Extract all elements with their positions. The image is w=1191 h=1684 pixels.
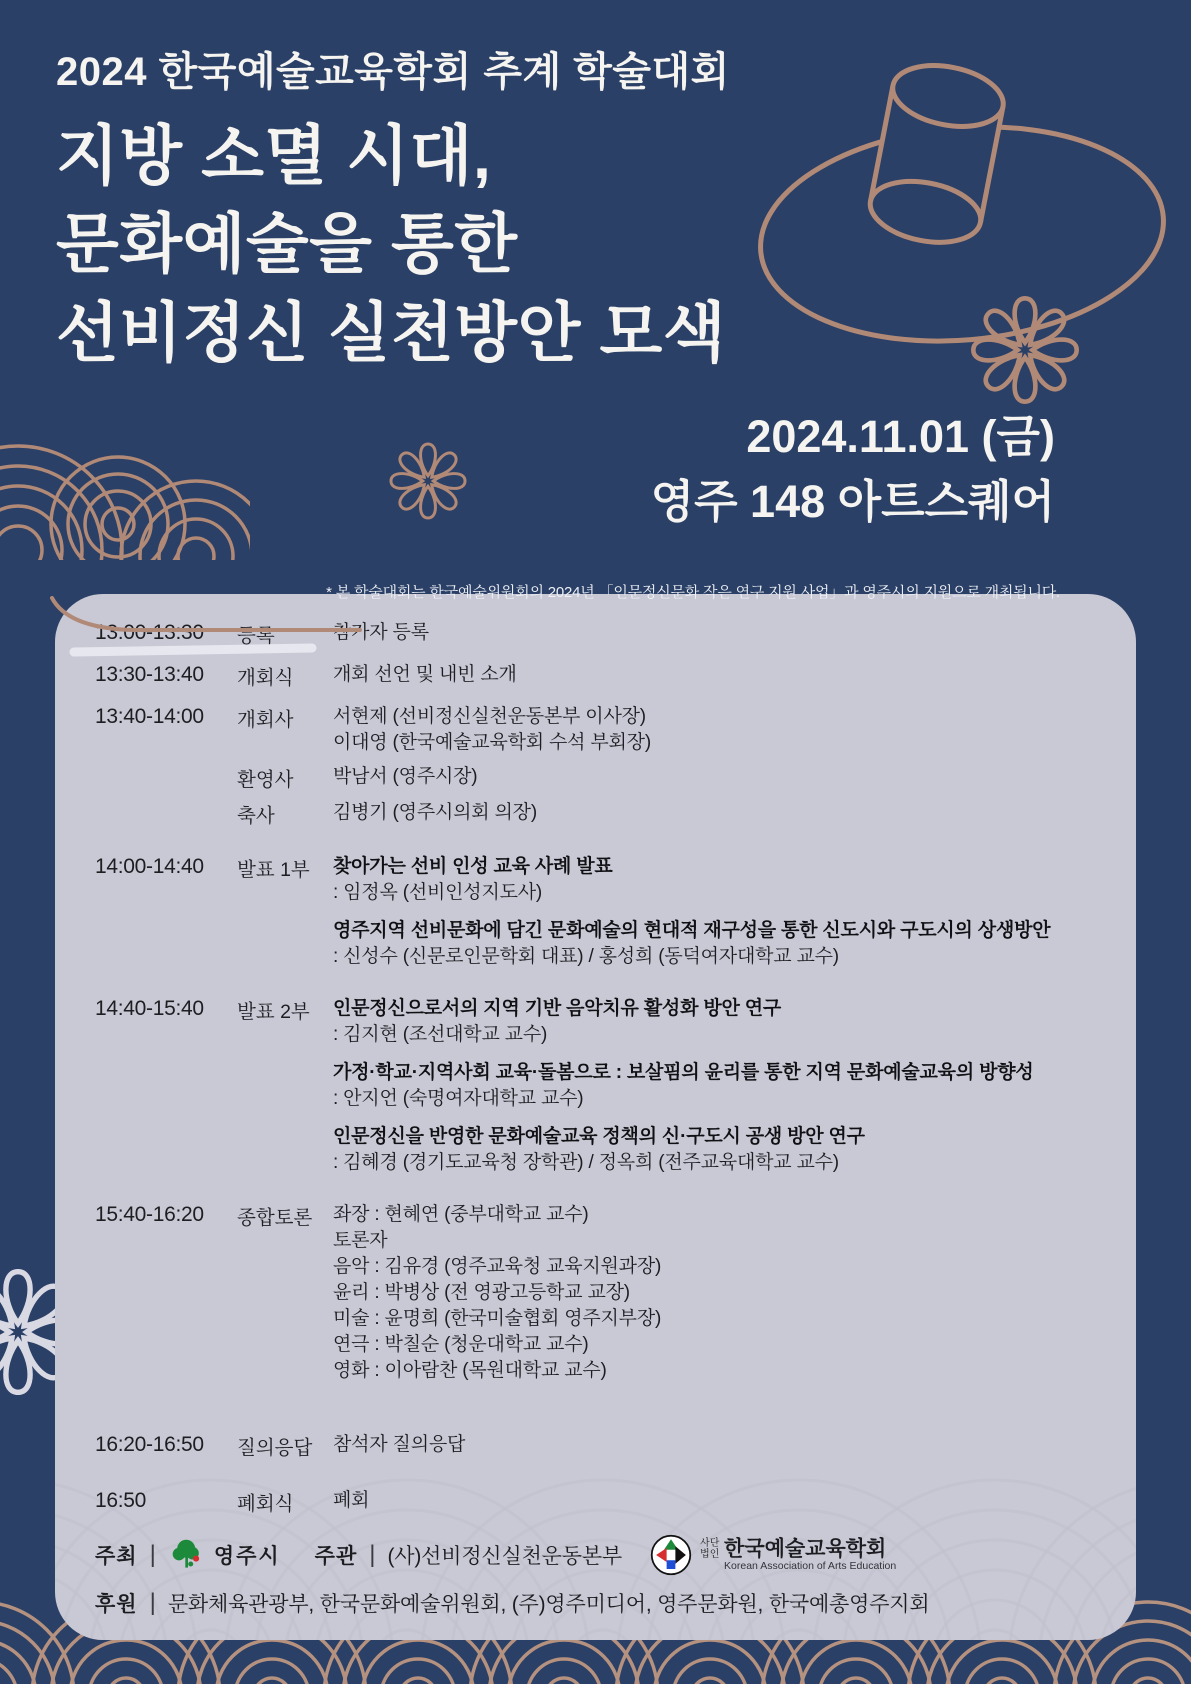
event-date: 2024.11.01 (금)	[746, 411, 1055, 462]
session-line: 영화 : 이아람찬 (목원대학교 교수)	[333, 1360, 607, 1381]
session-label: 발표 2부	[237, 1001, 310, 1023]
support-row	[95, 1588, 929, 1618]
session-label: 발표 1부	[237, 859, 310, 881]
time-cell: 13:30-13:40	[95, 663, 204, 686]
session-line: : 임정옥 (선비인성지도사)	[333, 882, 543, 903]
time-cell: 16:50	[95, 1489, 147, 1512]
association-prefix: 사단법인	[700, 1538, 720, 1561]
divider: |	[369, 1541, 376, 1568]
session-line: 개회 선언 및 내빈 소개	[333, 664, 517, 685]
host-name: 영주시	[213, 1545, 281, 1568]
session-line: : 김혜경 (경기도교육청 장학관) / 정옥희 (전주교육대학교 교수)	[333, 1152, 839, 1173]
support-note: * 본 학술대회는 한국예술위원회의 2024년 「인문정신문화 작은 연구 지원 사업」과 영주시의 지원으로 개최됩니다.	[326, 584, 1060, 601]
time-cell: 14:00-14:40	[95, 855, 204, 878]
kaae-logo-icon	[650, 1534, 692, 1576]
gat-hat-icon	[700, 34, 1180, 354]
organizer-row	[95, 1534, 896, 1576]
date-venue-block	[651, 404, 1055, 535]
session-label: 종합토론	[237, 1207, 313, 1229]
session-line: 서현제 (선비정신실천운동본부 이사장)	[333, 706, 646, 727]
support-label: 후원	[95, 1593, 138, 1616]
session-line: : 김지현 (조선대학교 교수)	[333, 1024, 548, 1045]
event-venue: 영주 148 아트스퀘어	[650, 476, 1055, 528]
title-line-3: 선비정신 실천방안 모색	[56, 295, 727, 369]
session-label: 폐회식	[237, 1493, 294, 1515]
session-line: 인문정신으로서의 지역 기반 음악치유 활성화 방안 연구	[333, 998, 782, 1019]
session-line: 참가자 등록	[333, 622, 429, 643]
session-line: 윤리 : 박병상 (전 영광고등학교 교장)	[333, 1282, 630, 1303]
schedule-row	[95, 1202, 1106, 1384]
session-label: 개회식	[237, 667, 294, 689]
session-label: 등록	[237, 625, 275, 647]
session-label: 축사	[237, 805, 275, 827]
session-line: 연극 : 박칠순 (청운대학교 교수)	[333, 1334, 589, 1355]
support-names: 문화체육관광부, 한국문화예술위원회, (주)영주미디어, 영주문화원, 한국예총영주지회	[167, 1593, 930, 1616]
session-line: 음악 : 김유경 (영주교육청 교육지원과장)	[333, 1256, 662, 1277]
schedule-row	[95, 1488, 1106, 1516]
session-line: 미술 : 윤명희 (한국미술협회 영주지부장)	[333, 1308, 662, 1329]
association-name: 한국예술교육학회	[724, 1537, 887, 1561]
session-line: 박남서 (영주시장)	[333, 766, 478, 787]
host-label: 주최	[95, 1545, 138, 1568]
schedule-rows	[95, 620, 1106, 1530]
divider: |	[149, 1541, 156, 1568]
flower-icon	[385, 438, 471, 524]
title-line-2: 문화예술을 통한	[56, 207, 518, 281]
session-line: 영주지역 선비문화에 담긴 문화예술의 현대적 재구성을 통한 신도시와 구도시의 상생방안	[333, 920, 1051, 941]
session-line: 토론자	[333, 1230, 388, 1251]
time-cell: 15:40-16:20	[95, 1203, 204, 1226]
association-block	[648, 1534, 896, 1576]
session-line: 좌장 : 현혜연 (중부대학교 교수)	[333, 1204, 589, 1225]
swoosh-line-icon	[50, 596, 470, 666]
session-line: 가정·학교·지역사회 교육·돌봄으로 : 보살핌의 윤리를 통한 지역 문화예술교육의 방향성	[333, 1062, 1034, 1083]
session-line: 찾아가는 선비 인성 교육 사례 발표	[333, 856, 613, 877]
time-cell: 13:40-14:00	[95, 705, 204, 728]
yeongju-city-logo-icon	[170, 1537, 206, 1573]
session-line: 폐회	[333, 1490, 370, 1511]
association-subtitle: Korean Association of Arts Education	[724, 1560, 897, 1573]
divider: |	[149, 1589, 156, 1616]
schedule-panel	[55, 594, 1136, 1640]
event-label: 2024 한국예술교육학회 추계 학술대회	[56, 50, 730, 94]
session-line: 참석자 질의응답	[333, 1434, 466, 1455]
session-label: 환영사	[237, 769, 294, 791]
session-label: 개회사	[237, 709, 294, 731]
schedule-row	[95, 996, 1106, 1176]
schedule-row	[95, 662, 1106, 690]
session-line: 인문정신을 반영한 문화예술교육 정책의 신·구도시 공생 방안 연구	[333, 1126, 865, 1147]
cloud-arcs-icon	[0, 428, 250, 560]
schedule-row	[95, 1432, 1106, 1460]
page-title	[56, 112, 726, 377]
session-line: 이대영 (한국예술교육학회 수석 부회장)	[333, 732, 651, 753]
session-line: : 안지언 (숙명여자대학교 교수)	[333, 1088, 584, 1109]
schedule-row	[95, 704, 1106, 828]
time-cell: 13:00-13:30	[95, 621, 204, 644]
title-line-1: 지방 소멸 시대,	[56, 119, 492, 192]
organizer-label: 주관	[314, 1545, 358, 1568]
session-label: 질의응답	[237, 1437, 313, 1459]
session-line: 김병기 (영주시의회 의장)	[333, 802, 537, 823]
organizer-name: (사)선비정신실천운동본부	[387, 1545, 623, 1568]
flower-icon	[960, 290, 1090, 410]
session-line: : 신성수 (신문로인문학회 대표) / 홍성희 (동덕여자대학교 교수)	[333, 946, 839, 967]
time-cell: 14:40-15:40	[95, 997, 204, 1020]
time-cell: 16:20-16:50	[95, 1433, 204, 1456]
schedule-row	[95, 854, 1106, 970]
